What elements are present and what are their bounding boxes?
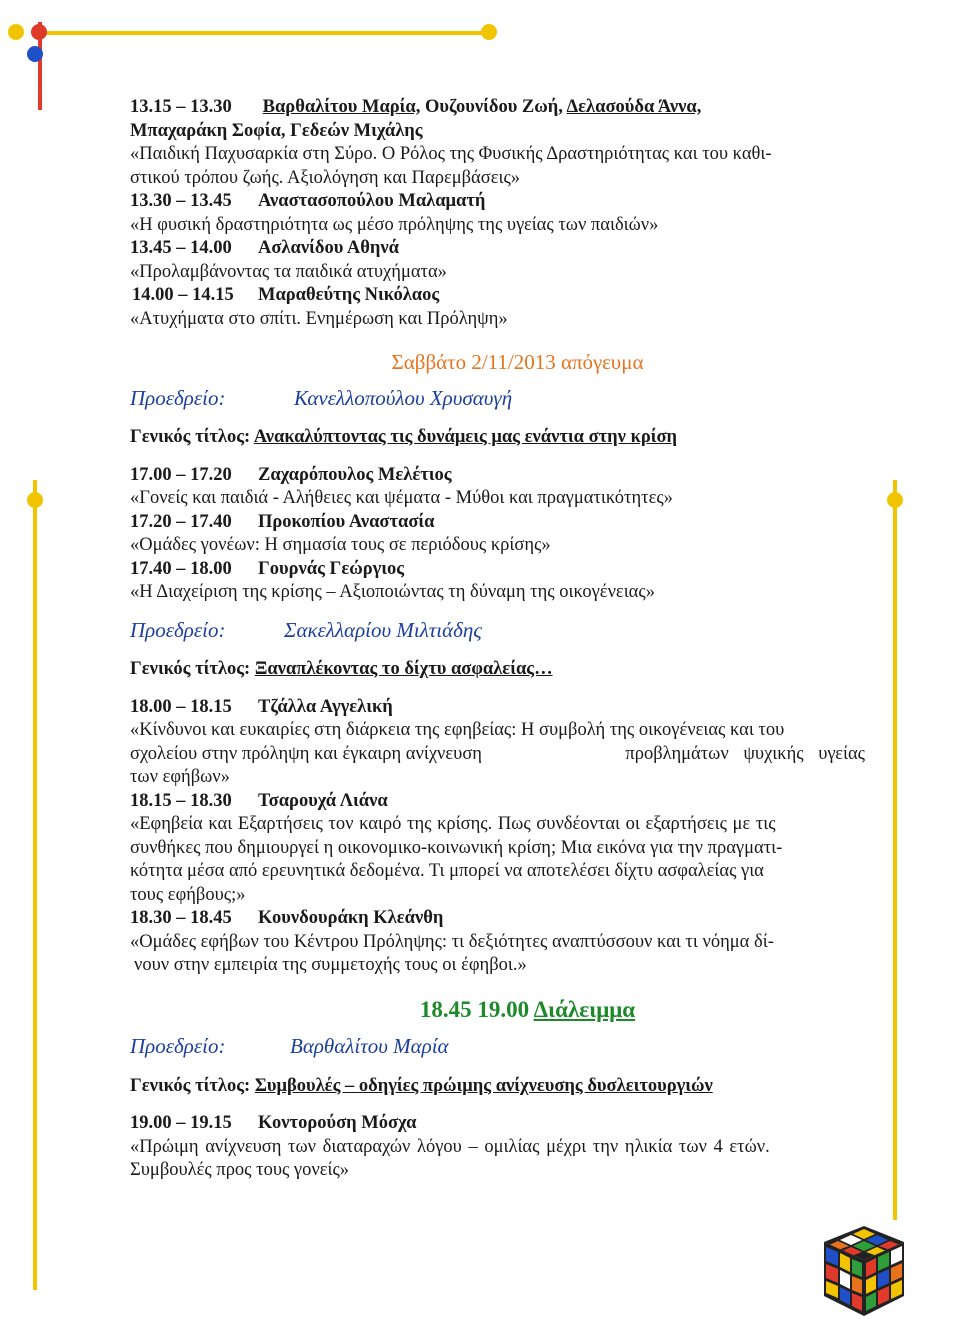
talk-time: 13.30 – 13.45 xyxy=(130,191,232,211)
talk-title: «Ατυχήματα στο σπίτι. Ενημέρωση και Πρόληψη» xyxy=(130,308,508,329)
talk-speaker: Αναστασοπούλου Μαλαματή xyxy=(258,191,486,211)
rubiks-cube-icon xyxy=(812,1220,916,1324)
talk-line xyxy=(130,696,865,720)
yellow-dot-top-left xyxy=(8,24,24,40)
talk-line xyxy=(130,558,865,582)
general-title-label: Γενικός τίτλος: xyxy=(130,659,251,679)
top-border-line xyxy=(35,31,490,35)
talk-speaker: Ασλανίδου Αθηνά xyxy=(258,238,400,258)
talk-title xyxy=(130,743,865,767)
program-content xyxy=(130,96,865,1183)
general-title: Ξαναπλέκοντας το δίχτυ ασφαλείας… xyxy=(254,659,553,679)
break-label: Διάλειμμα xyxy=(533,996,636,1022)
chair-line xyxy=(130,387,865,411)
talk-line xyxy=(130,237,865,261)
talk-speaker: Ζαχαρόπουλος Μελέτιος xyxy=(258,464,452,485)
general-title-label: Γενικός τίτλος: xyxy=(130,427,251,447)
talk-title: Συμβουλές προς τους γονείς» xyxy=(130,1160,350,1180)
talk-line xyxy=(130,190,865,214)
talk-title: κότητα μέσα από ερευνητικά δεδομένα. Τι μπορεί να αποτελέσει δίχτυ ασφαλείας για xyxy=(130,861,764,881)
talk-title: «Η Διαχείριση της κρίσης – Αξιοποιώντας τη δύναμη της οικογένειας» xyxy=(130,582,655,602)
talk-speaker: Δελασούδα Άννα, xyxy=(566,97,702,117)
red-dot-top-left xyxy=(31,24,47,40)
talk-time: 17.40 – 18.00 xyxy=(130,558,232,579)
chair-line xyxy=(130,1035,865,1059)
talk-title-part: σχολείου στην πρόληψη και έγκαιρη ανίχνευση xyxy=(130,743,482,764)
talk-speaker: Κουνδουράκη Κλεάνθη xyxy=(258,908,444,928)
general-title-line xyxy=(130,658,865,682)
talk-title: «Ομάδες εφήβων του Κέντρου Πρόληψης: τι δεξιότητες αναπτύσσουν και τι νόημα δί- xyxy=(130,931,774,952)
talk-title: «Κίνδυνοι και ευκαιρίες στη διάρκεια της εφηβείας: Η συμβολή της οικογένειας και του xyxy=(130,720,785,740)
general-title-label: Γενικός τίτλος: xyxy=(130,1075,251,1096)
talk-line xyxy=(130,464,865,488)
chair-name: Βαρθαλίτου Μαρία xyxy=(290,1034,449,1058)
break-time: 18.45 19.00 xyxy=(419,996,534,1022)
talk-title: νουν στην εμπειρία της συμμετοχής τους οι έφηβοι.» xyxy=(134,955,527,975)
talk-title-part: προβλημάτων ψυχικής υγείας xyxy=(625,743,865,764)
yellow-dot-right xyxy=(887,492,903,508)
chair-line xyxy=(130,619,865,643)
talk-time: 18.30 – 18.45 xyxy=(130,908,232,928)
general-title: Ανακαλύπτοντας τις δυνάμεις μας ενάντια στην κρίση xyxy=(253,427,678,447)
talk-line xyxy=(130,907,865,931)
blue-dot-top-left xyxy=(27,46,43,62)
chair-name: Σακελλαρίου Μιλτιάδης xyxy=(284,617,482,642)
talk-line xyxy=(130,511,865,535)
break-line xyxy=(130,998,865,1022)
day-heading: Σαββάτο 2/11/2013 απόγευμα xyxy=(391,350,644,374)
talk-time: 17.00 – 17.20 xyxy=(130,464,232,485)
chair-name: Κανελλοπούλου Χρυσαυγή xyxy=(294,385,513,410)
yellow-dot-left xyxy=(27,492,43,508)
talk-speaker: Βαρθαλίτου Μαρία, xyxy=(262,97,421,117)
left-border-line xyxy=(33,480,37,1290)
talk-title: «Ομάδες γονέων: Η σημασία τους σε περιόδους κρίσης» xyxy=(130,535,551,555)
talk-time: 19.00 – 19.15 xyxy=(130,1113,232,1133)
talk-title: «Πρώιμη ανίχνευση των διαταραχών λόγου – ομιλίας μέχρι την ηλικία των 4 ετών. xyxy=(130,1136,770,1157)
talk-speaker: Ουζουνίδου Ζωή, xyxy=(420,97,567,117)
talk-speakers-line: Μπαχαράκη Σοφία, Γεδεών Μιχάλης xyxy=(130,120,423,141)
talk-title: συνθήκες που δημιουργεί η οικονομικο-κοινωνική κρίση; Μια εικόνα για την πραγματι- xyxy=(130,837,783,858)
talk-time: 14.00 – 14.15 xyxy=(132,285,234,305)
talk-speaker: Κοντορούση Μόσχα xyxy=(258,1113,417,1133)
talk-line xyxy=(130,790,865,814)
talk-title: τους εφήβους;» xyxy=(130,884,246,905)
talk-time: 17.20 – 17.40 xyxy=(130,511,232,532)
talk-line xyxy=(130,96,865,120)
talk-title: «Προλαμβάνοντας τα παιδικά ατυχήματα» xyxy=(130,261,447,282)
talk-title: στικού τρόπου ζωής. Αξιολόγηση και Παρεμβάσεις» xyxy=(130,167,521,188)
talk-time: 13.45 – 14.00 xyxy=(130,238,232,258)
talk-speaker: Μαραθεύτης Νικόλαος xyxy=(258,285,440,305)
talk-speaker: Τσαρουχά Λιάνα xyxy=(258,790,388,811)
talk-line xyxy=(130,284,865,308)
talk-time: 18.00 – 18.15 xyxy=(130,696,232,717)
talk-title: των εφήβων» xyxy=(130,767,230,787)
right-border-line xyxy=(893,480,897,1225)
talk-time: 13.15 – 13.30 xyxy=(130,97,232,117)
general-title: Συμβουλές – οδηγίες πρώιμης ανίχνευσης δυσλειτουργιών xyxy=(254,1075,713,1096)
talk-time: 18.15 – 18.30 xyxy=(130,790,232,811)
talk-speaker: Γουρνάς Γεώργιος xyxy=(258,558,405,579)
general-title-line xyxy=(130,426,865,450)
talk-title: «Η φυσική δραστηριότητα ως μέσο πρόληψης της υγείας των παιδιών» xyxy=(130,214,659,235)
talk-title: «Εφηβεία και Εξαρτήσεις τον καιρό της κρίσης. Πως συνδέονται οι εξαρτήσεις με τις xyxy=(130,814,776,834)
talk-speaker: Προκοπίου Αναστασία xyxy=(258,511,435,532)
chair-label: Προεδρείο: xyxy=(130,617,226,642)
general-title-line xyxy=(130,1075,865,1099)
chair-label: Προεδρείο: xyxy=(130,385,226,410)
talk-speaker: Τζάλλα Αγγελική xyxy=(258,696,393,717)
talk-title: «Παιδική Παχυσαρκία στη Σύρο. Ο Ρόλος της Φυσικής Δραστηριότητας και του καθι- xyxy=(130,144,772,164)
talk-line xyxy=(130,1112,865,1136)
chair-label: Προεδρείο: xyxy=(130,1034,226,1058)
talk-title: «Γονείς και παιδιά - Αλήθειες και ψέματα - Μύθοι και πραγματικότητες» xyxy=(130,488,673,508)
yellow-dot-top-right xyxy=(481,24,497,40)
